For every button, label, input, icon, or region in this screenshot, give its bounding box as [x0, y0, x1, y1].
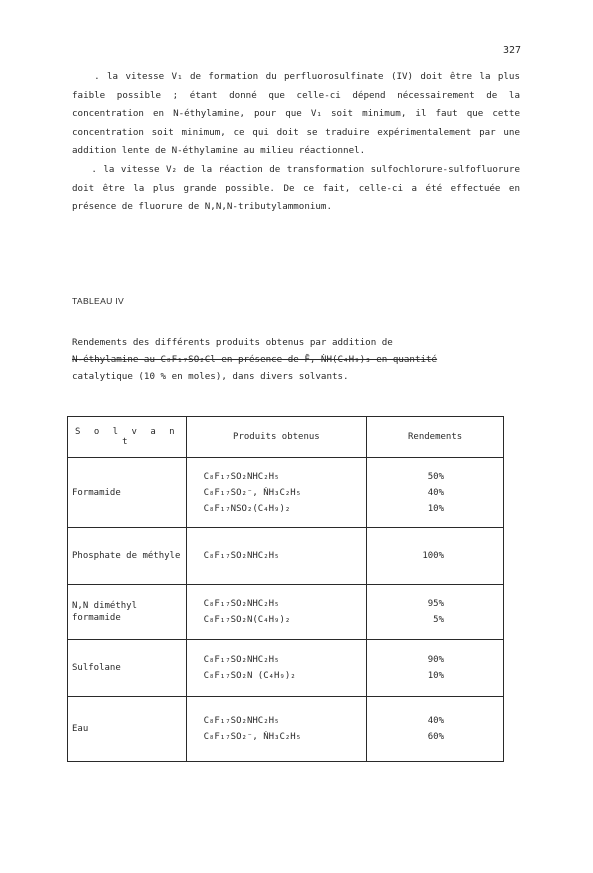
yield-value: 90%	[427, 655, 444, 665]
products-cell	[186, 697, 367, 762]
product: C₈F₁₇SO₂N(C₄H₉)₂	[203, 615, 291, 625]
yield-value: 5%	[433, 615, 444, 625]
table-row	[68, 585, 504, 640]
products-cell	[186, 458, 367, 528]
caption-line-1: Rendements des différents produits obtenus par addition de	[72, 337, 393, 348]
products-cell	[186, 528, 367, 585]
table-title: TABLEAU IV	[72, 296, 125, 306]
yield-value: 100%	[422, 551, 444, 561]
table-header-row	[68, 417, 504, 458]
body-text	[72, 68, 520, 217]
paragraph-1: . la vitesse V₁ de formation du perfluorosulfinate (IV) doit être la plus faible possible ; étant donné que celle-ci dépend nécessairement de la concentration en N-éthylamine, pour que V₁ soit minimum, il faut que cette concentration soit minimum, ce qui doit se traduire expérimentalement par une addition lente de N-éthylamine au milieu réactionnel.	[72, 71, 520, 157]
product: C₈F₁₇SO₂⁻, ṄH₃C₂H₅	[203, 732, 302, 742]
page-number: 327	[502, 45, 521, 56]
table-row	[68, 640, 504, 697]
yield-value: 10%	[427, 503, 444, 514]
table-caption	[72, 334, 502, 385]
yields-table	[67, 416, 504, 762]
table-row	[68, 528, 504, 585]
header-yields: Rendements	[367, 417, 504, 458]
yield-value: 95%	[427, 599, 444, 609]
product: C₈F₁₇NSO₂(C₄H₉)₂	[203, 503, 291, 514]
table-row	[68, 458, 504, 528]
caption-line-2: N-éthylamine au C₈F₁₇SO₂Cl en présence de F̄, ṄH(C₄H₉)₃ en quantité	[72, 354, 438, 365]
yields-cell	[367, 458, 504, 528]
solvent-cell: Eau	[68, 697, 187, 762]
solvent-cell: Sulfolane	[68, 640, 187, 697]
product: C₈F₁₇SO₂NHC₂H₅	[203, 599, 280, 609]
yield-value: 50%	[427, 471, 444, 482]
yield-value: 40%	[427, 716, 444, 726]
caption-line-3: catalytique (10 % en moles), dans divers solvants.	[72, 371, 349, 382]
product: C₈F₁₇SO₂NHC₂H₅	[203, 551, 280, 561]
product: C₈F₁₇SO₂⁻, ṄH₃C₂H₅	[203, 487, 302, 498]
solvent-cell: Formamide	[68, 458, 187, 528]
products-cell	[186, 585, 367, 640]
yields-cell	[367, 640, 504, 697]
product: C₈F₁₇SO₂NHC₂H₅	[203, 655, 280, 665]
yields-cell	[367, 585, 504, 640]
product: C₈F₁₇SO₂NHC₂H₅	[203, 471, 280, 482]
solvent-cell: N,N diméthyl formamide	[68, 585, 187, 640]
paragraph-2: . la vitesse V₂ de la réaction de transformation sulfochlorure-sulfofluorure doit être la plus grande possible. De ce fait, celle-ci a été effectuée en présence de fluorure de N,N,N-tributylammonium.	[72, 163, 520, 213]
table-row	[68, 697, 504, 762]
yield-value: 10%	[427, 671, 444, 681]
yields-cell	[367, 697, 504, 762]
products-cell	[186, 640, 367, 697]
solvent-cell: Phosphate de méthyle	[68, 528, 187, 585]
yield-value: 40%	[427, 487, 444, 498]
header-products: Produits obtenus	[186, 417, 367, 458]
yield-value: 60%	[427, 732, 444, 742]
product: C₈F₁₇SO₂N (C₄H₉)₂	[203, 671, 296, 681]
header-solvent: S o l v a n t	[68, 417, 187, 458]
product: C₈F₁₇SO₂NHC₂H₅	[203, 716, 280, 726]
yields-cell	[367, 528, 504, 585]
